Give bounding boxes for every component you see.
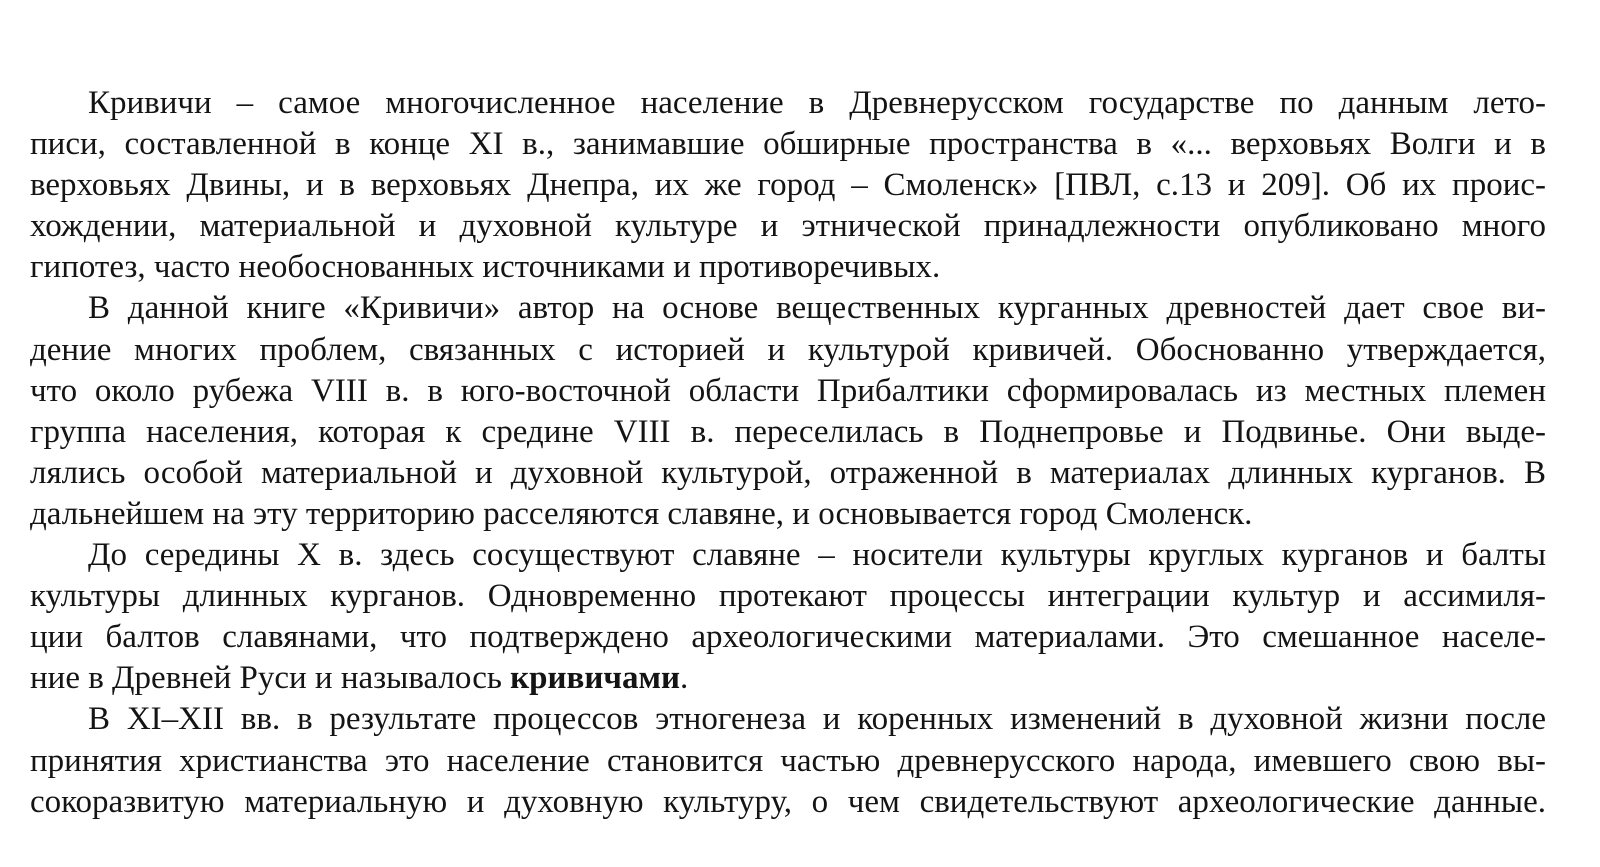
paragraph-line: принятия христианства это население становится частью древнерусского народа, имевшего свою вы- (30, 742, 1546, 779)
paragraph-line: группа населения, которая к средине VIII в. переселилась в Поднепровье и Подвинье. Они выде- (30, 413, 1546, 450)
paragraph-line: лялись особой материальной и духовной культурой, отраженной в материалах длинных курганов. В (30, 454, 1546, 491)
paragraph-1 (30, 83, 1546, 288)
paragraph-line: писи, составленной в конце XI в., занимавшие обширные пространства в «... верховьях Волги и в (30, 126, 1546, 163)
paragraph-line: Кривичи – самое многочисленное население в Древнерусском государстве по данным лето- (88, 85, 1546, 121)
paragraph-line: культуры длинных курганов. Одновременно протекают процессы интеграции культур и ассимиля- (30, 578, 1546, 615)
paragraph-text: ние в Древней Руси и называлось (30, 660, 511, 697)
paragraph-line: В данной книге «Кривичи» автор на основе вещественных курганных древностей дает свое ви- (88, 290, 1546, 327)
paragraph-4 (30, 699, 1546, 822)
paragraph-line: что около рубежа VIII в. в юго-восточной области Прибалтики сформировалась из местных племен (30, 372, 1546, 409)
document-page (30, 83, 1546, 823)
paragraph-line: дальнейшем на эту территорию расселяются славяне, и основывается город Смоленск. (30, 495, 1253, 532)
bold-term: кривичами (510, 660, 680, 697)
paragraph-line: ции балтов славянами, что подтверждено археологическими материалами. Это смешанное населе- (30, 619, 1546, 656)
paragraph-line (30, 658, 1546, 699)
paragraph-3 (30, 535, 1546, 699)
paragraph-line: хождении, материальной и духовной культуре и этнической принадлежности опубликовано много (30, 208, 1546, 245)
paragraph-2 (30, 288, 1546, 535)
paragraph-line: верховьях Двины, и в верховьях Днепра, их же город – Смоленск» [ПВЛ, с.13 и 209]. Об их проис- (30, 167, 1546, 204)
paragraph-line: До середины X в. здесь сосуществуют славяне – носители культуры круглых курганов и балты (88, 537, 1546, 574)
paragraph-line: гипотез, часто необоснованных источниками и противоречивых. (30, 249, 941, 286)
paragraph-line: дение многих проблем, связанных с историей и культурой кривичей. Обоснованно утверждается, (30, 331, 1546, 368)
paragraph-text: . (680, 660, 689, 697)
paragraph-line: сокоразвитую материальную и духовную культуру, о чем свидетельствуют археологические данные. (30, 783, 1546, 820)
paragraph-line: В XI–XII вв. в результате процессов этногенеза и коренных изменений в духовной жизни после (88, 701, 1546, 738)
